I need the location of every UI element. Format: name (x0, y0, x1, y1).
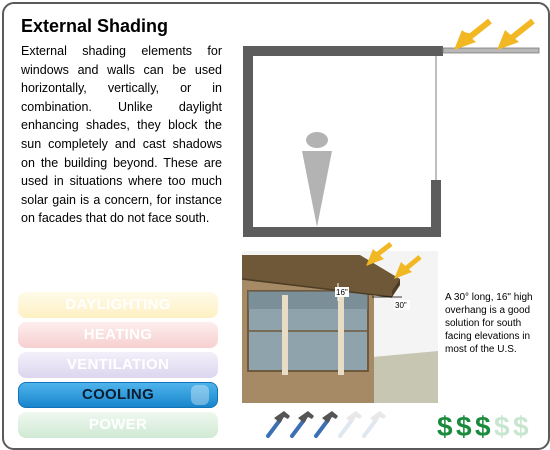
menu-cooling-button[interactable] (18, 382, 218, 408)
panel-title: External Shading (21, 16, 169, 36)
menu-cooling-label: COOLING (81, 386, 155, 403)
porch-post (282, 295, 288, 375)
sun-arrow-icon (497, 21, 533, 50)
dimension-height: 16" (336, 288, 348, 297)
dollar-sign-icon: $ (513, 411, 529, 442)
room-walls (243, 46, 443, 237)
menu-heating-button[interactable]: HEATING (18, 322, 218, 348)
person-head (306, 132, 328, 148)
porch-post (338, 297, 344, 375)
dollar-sign-icon: $ (494, 411, 510, 442)
porch-overhang-illustration (242, 251, 438, 403)
hammer-icon (340, 411, 362, 436)
dollar-sign-icon: $ (437, 411, 453, 442)
illustration-caption: A 30° long, 16" high overhang is a good solution for south facing elevations in most of the U.S. (445, 292, 533, 355)
sun-arrow-icon (454, 21, 490, 50)
hammer-icon (292, 411, 314, 436)
difficulty-rating (264, 410, 394, 442)
menu-power-button[interactable]: POWER (18, 412, 218, 438)
person-body (302, 151, 332, 227)
dimension-length: 30" (395, 301, 407, 310)
info-panel (2, 2, 550, 450)
menu-ventilation-button[interactable]: VENTILATION (18, 352, 218, 378)
panel-description: External shading elements for windows and walls can be used horizontally, vertically, or in combination. Unlike daylight enhancing shades, they block the sun completely and cast shadows on the building beyond. These are used in situations where too much solar gain is a concern, for instance on facades that do not face south. (21, 44, 222, 226)
menu-daylighting-button[interactable]: DAYLIGHTING (18, 292, 218, 318)
hammer-icon (268, 411, 290, 436)
cost-rating (437, 408, 537, 442)
dollar-sign-icon: $ (475, 411, 491, 442)
dollar-sign-icon: $ (456, 411, 472, 442)
room-section-diagram (4, 4, 550, 244)
hammer-icon (316, 411, 338, 436)
hammer-icon (364, 411, 386, 436)
button-shine (191, 385, 209, 405)
